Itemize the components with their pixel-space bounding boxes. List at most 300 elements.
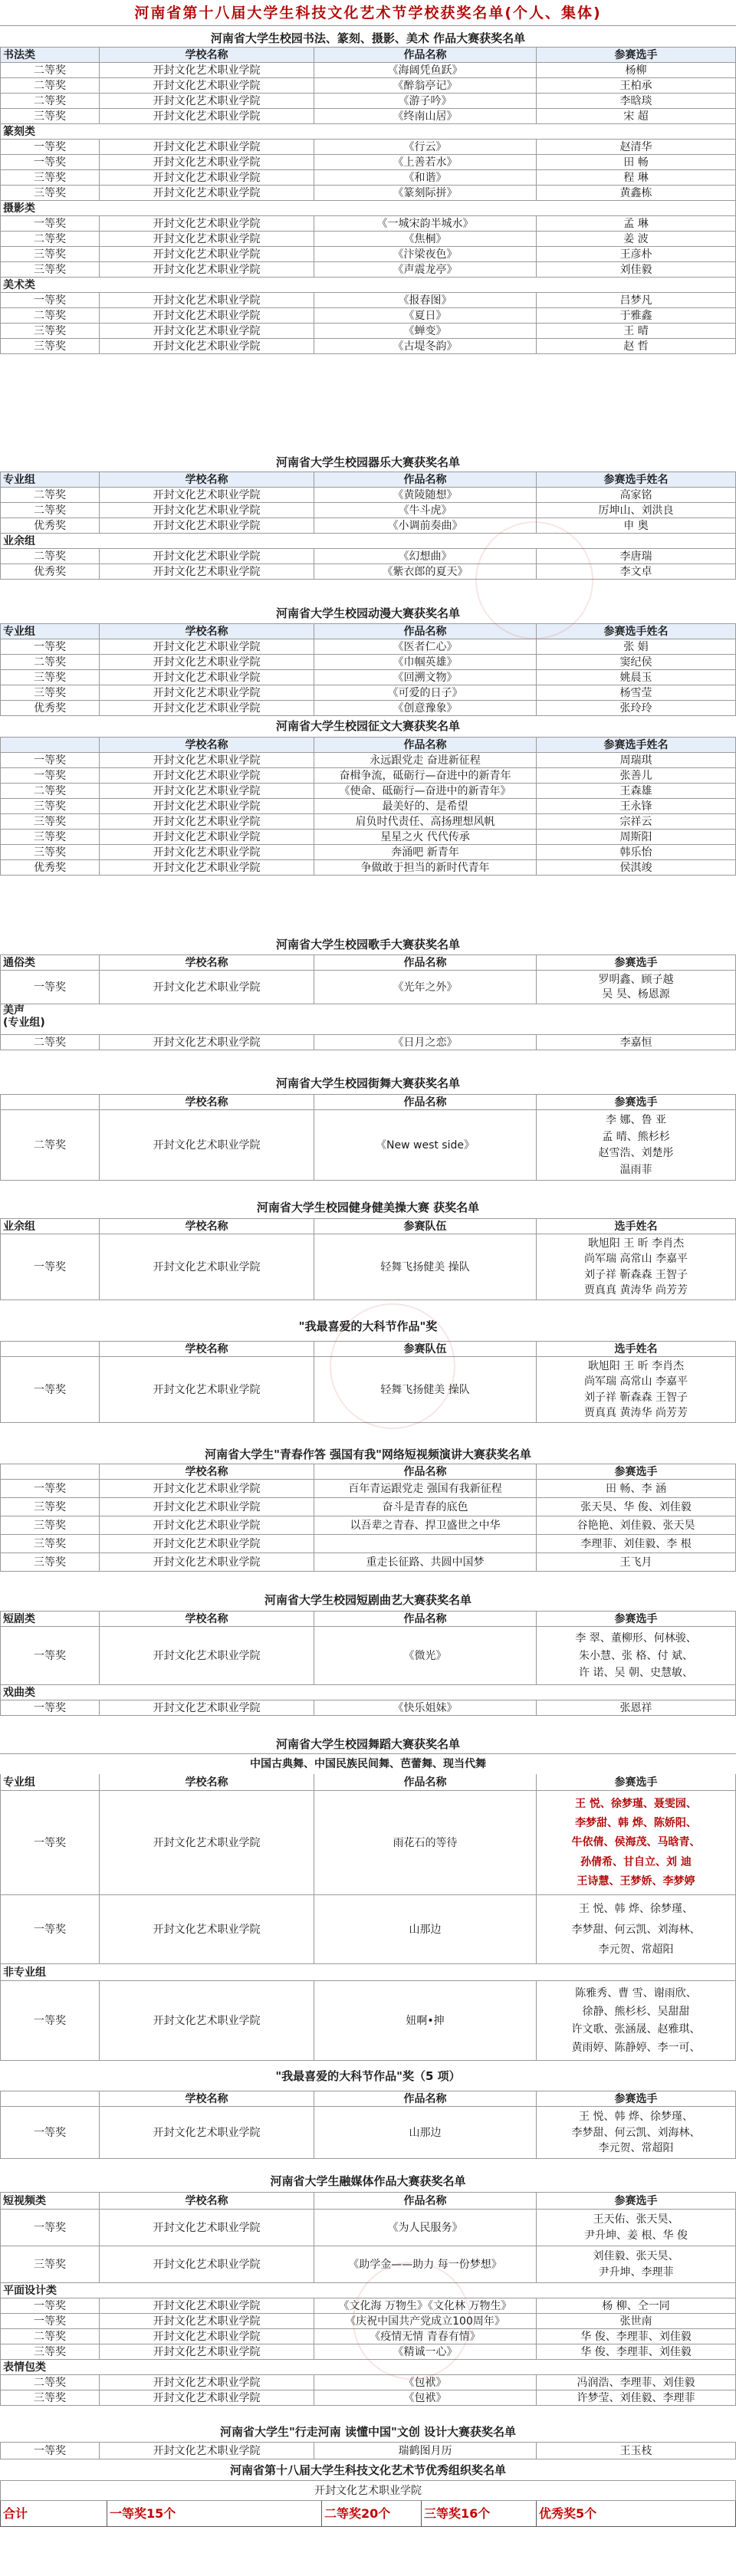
work-name: 《一城宋韵半城水》 <box>314 216 537 232</box>
school-name: 开封文化艺术职业学院 <box>100 232 314 247</box>
calligraphy-row <box>0 63 736 78</box>
award-col-header: 短剧类 <box>0 1612 100 1627</box>
participant-name: 黄鑫栋 <box>537 186 736 201</box>
work-name: 《助学金——助力 每一份梦想》 <box>314 2246 537 2283</box>
school-name: 开封文化艺术职业学院 <box>100 784 314 799</box>
short-video-row <box>0 2210 736 2246</box>
school-name: 开封文化艺术职业学院 <box>100 1627 314 1685</box>
school-name: 开封文化艺术职业学院 <box>100 155 314 170</box>
section-title-rule <box>0 25 736 26</box>
participant-name: 吕梦凡 <box>537 293 736 308</box>
school-name: 开封文化艺术职业学院 <box>100 518 314 534</box>
section-title-essay: 河南省大学生校园征文大赛获奖名单 <box>275 719 460 733</box>
award-col-header: 专业组 <box>0 1774 100 1791</box>
participant-name: 王玉枝 <box>537 2443 736 2459</box>
dance-amateur-label <box>0 1964 736 1981</box>
participant-name: 王飞月 <box>537 1553 736 1572</box>
singer-row <box>0 971 736 1004</box>
participant-names <box>537 1981 736 2061</box>
participant-names-line: 王天佑、张天昊、 <box>593 2213 679 2226</box>
participant-name: 许梦莹、刘佳毅、李理菲 <box>537 2390 736 2406</box>
work-name: 奔涌吧 新青年 <box>314 845 537 860</box>
quyi-row <box>0 1700 736 1716</box>
award-level: 二等奖 <box>0 308 100 324</box>
participant-names-line: 李梦甜、何云凯、刘海林、 <box>571 1923 701 1936</box>
video-row <box>0 1498 736 1516</box>
drama-row <box>0 1627 736 1685</box>
school-col-header: 学校名称 <box>100 1612 314 1627</box>
participant-name: 张天昊、华 俊、刘佳毅 <box>537 1498 736 1516</box>
school-col-header: 学校名称 <box>100 1095 314 1110</box>
school-name: 开封文化艺术职业学院 <box>100 685 314 701</box>
work-name: 奋楫争流，砥砺行—奋进中的新青年 <box>314 768 537 784</box>
school-name: 开封文化艺术职业学院 <box>100 799 314 814</box>
calligraphy-row <box>0 78 736 94</box>
main-title: 河南省第十八届大学生科技文化艺术节学校获奖名单(个人、集体) <box>134 5 602 21</box>
work-name: 《紫衣郎的夏天》 <box>314 564 537 580</box>
school-name: 开封文化艺术职业学院 <box>100 1110 314 1181</box>
work-name: 奋斗是青春的底色 <box>314 1498 537 1516</box>
school-name: 开封文化艺术职业学院 <box>100 549 314 564</box>
participant-name: 杨雪莹 <box>537 685 736 701</box>
dance-amateur-row <box>0 1981 736 2061</box>
art-row <box>0 324 736 339</box>
participant-name: 张 娟 <box>537 639 736 655</box>
award-level: 一等奖 <box>0 2443 100 2459</box>
anime-row <box>0 639 736 655</box>
dance-favorite-header-row <box>0 2091 736 2107</box>
participant-names-line: 陈雅秀、曹 雪、谢雨欣、 <box>575 1986 697 1999</box>
third-prize-total: 三等奖16个 <box>422 2501 537 2527</box>
participant-name: 张恩祥 <box>537 1700 736 1716</box>
graphic-design-label <box>0 2283 736 2298</box>
photo-row <box>0 216 736 232</box>
work-name: 《牛斗虎》 <box>314 503 537 518</box>
participant-names-line: 刘佳毅、张天昊、 <box>593 2250 679 2262</box>
participant-name: 田 畅 <box>537 155 736 170</box>
anime-header-row <box>0 624 736 639</box>
category-label: 平面设计类 <box>0 2283 736 2298</box>
work-name: 山那边 <box>314 1895 537 1964</box>
award-level: 一等奖 <box>0 140 100 155</box>
work-col-header: 作品名称 <box>314 1095 537 1110</box>
dance-pro-row-1 <box>0 1791 736 1895</box>
video-row <box>0 1535 736 1553</box>
award-level: 优秀奖 <box>0 701 100 716</box>
school-name: 开封文化艺术职业学院 <box>100 639 314 655</box>
school-col-header: 学校名称 <box>100 48 314 63</box>
participant-name: 刘佳毅 <box>537 262 736 278</box>
work-name: 《New west side》 <box>314 1110 537 1181</box>
award-level: 二等奖 <box>0 2329 100 2344</box>
honor-prize-total: 优秀奖5个 <box>537 2501 736 2527</box>
school-name: 开封文化艺术职业学院 <box>100 1791 314 1895</box>
participant-names-line: 李元贺、常超阳 <box>598 1943 674 1956</box>
award-level: 三等奖 <box>0 685 100 701</box>
participant-names-line: 王 悦、韩 烨、徐梦瑾、 <box>579 1903 693 1916</box>
award-level: 三等奖 <box>0 830 100 845</box>
participant-name: 赵 哲 <box>537 339 736 354</box>
award-level: 三等奖 <box>0 670 100 685</box>
participant-names-line: 王 悦、徐梦瑾、聂雯园、 <box>575 1798 697 1811</box>
instrument-header-row <box>0 472 736 488</box>
work-name: 雨花石的等待 <box>314 1791 537 1895</box>
person-col-header: 参赛选手 <box>537 1612 736 1627</box>
work-name: 《微光》 <box>314 1627 537 1685</box>
participant-name: 杨柳 <box>537 63 736 78</box>
participant-names-line: 李 翠、董柳形、何林骏、 <box>575 1631 697 1644</box>
school-name: 开封文化艺术职业学院 <box>100 63 314 78</box>
category-label: 非专业组 <box>0 1964 736 1981</box>
school-name: 开封文化艺术职业学院 <box>100 814 314 830</box>
bel-canto-line: (专业组) <box>3 1017 45 1029</box>
category-label: 业余组 <box>0 534 736 549</box>
graphic-design-row <box>0 2314 736 2329</box>
anime-row <box>0 685 736 701</box>
work-name: 山那边 <box>314 2107 537 2159</box>
school-col-header: 学校名称 <box>100 1219 314 1234</box>
school-col-header: 学校名称 <box>100 955 314 971</box>
instrument-row <box>0 503 736 518</box>
work-col-header: 作品名称 <box>314 738 537 753</box>
person-col-header: 参赛选手 <box>537 1774 736 1791</box>
participant-names-line: 温雨菲 <box>619 1163 652 1176</box>
video-row <box>0 1480 736 1498</box>
graphic-design-row <box>0 2344 736 2360</box>
participant-names-line: 贾真真 黄涛华 尚芳芳 <box>584 1283 688 1296</box>
participant-names-line: 孙倩希、甘自立、刘 迪 <box>580 1855 692 1868</box>
emoji-row <box>0 2390 736 2406</box>
award-level: 一等奖 <box>0 1480 100 1498</box>
quyi-label-row <box>0 1685 736 1700</box>
dance-subtitle: 中国古典舞、中国民族民间舞、芭蕾舞、现当代舞 <box>250 1758 486 1770</box>
instrument-row <box>0 518 736 534</box>
school-name: 开封文化艺术职业学院 <box>100 768 314 784</box>
award-level: 二等奖 <box>0 488 100 503</box>
favorite-header-row <box>0 1342 736 1357</box>
participant-names-line: 尹升坤、姜 根、华 俊 <box>584 2229 688 2242</box>
school-name: 开封文化艺术职业学院 <box>100 753 314 768</box>
work-name: 《快乐姐妹》 <box>314 1700 537 1716</box>
award-level: 一等奖 <box>0 768 100 784</box>
graphic-design-row <box>0 2329 736 2344</box>
participant-name: 宗祥云 <box>537 814 736 830</box>
instrument-amateur-row <box>0 564 736 580</box>
work-name: 《使命、砥砺行—奋进中的新青年》 <box>314 784 537 799</box>
favorite-award-title-aerobics: "我最喜爱的大科节作品"奖 <box>298 1319 438 1333</box>
award-col-header <box>0 1342 100 1357</box>
participant-name: 王永锋 <box>537 799 736 814</box>
work-name: 重走长征路、共圆中国梦 <box>314 1553 537 1572</box>
work-name: 《回溯文物》 <box>314 670 537 685</box>
work-name: 《巾帼英雄》 <box>314 655 537 670</box>
school-col-header: 学校名称 <box>100 2193 314 2210</box>
work-name: 《幻想曲》 <box>314 549 537 564</box>
emoji-label <box>0 2360 736 2375</box>
calligraphy-header-row <box>0 48 736 63</box>
school-name: 开封文化艺术职业学院 <box>100 109 314 124</box>
participant-names <box>537 971 736 1004</box>
category-label: 表情包类 <box>0 2360 736 2375</box>
school-name: 开封文化艺术职业学院 <box>100 2329 314 2344</box>
section-title-street-dance: 河南省大学生校园街舞大赛获奖名单 <box>275 1076 460 1090</box>
award-level: 三等奖 <box>0 2344 100 2360</box>
work-col-header: 作品名称 <box>314 48 537 63</box>
participant-name: 程 琳 <box>537 170 736 186</box>
participant-names-line: 贾真真 黄涛华 尚芳芳 <box>584 1406 688 1419</box>
award-level: 三等奖 <box>0 1553 100 1572</box>
work-col-header: 作品名称 <box>314 1612 537 1627</box>
participant-name: 张善儿 <box>537 768 736 784</box>
instrument-amateur-row <box>0 549 736 564</box>
award-level: 二等奖 <box>0 1110 100 1181</box>
participant-name: 田 畅、李 涵 <box>537 1480 736 1498</box>
participant-names-line: 李梦甜、何云凯、刘海林、 <box>571 2126 701 2139</box>
team-name: 轻舞飞扬健美 操队 <box>314 1234 537 1300</box>
school-name: 开封文化艺术职业学院 <box>100 324 314 339</box>
photo-row <box>0 247 736 262</box>
award-level: 三等奖 <box>0 186 100 201</box>
excellence-row <box>0 2481 736 2501</box>
seal-row <box>0 186 736 201</box>
essay-row <box>0 860 736 876</box>
participant-names-line: 李 娜、鲁 亚 <box>606 1114 666 1127</box>
award-level: 三等奖 <box>0 262 100 278</box>
participant-names-line: 李元贺、常超阳 <box>598 2142 674 2155</box>
participant-name: 申 奥 <box>537 518 736 534</box>
work-name: 《黄陵随想》 <box>314 488 537 503</box>
participant-names-line: 孟 晴、熊杉杉 <box>602 1130 670 1143</box>
school-col-header: 学校名称 <box>100 1464 314 1480</box>
participant-name: 李文卓 <box>537 564 736 580</box>
dance-pro-row-2 <box>0 1895 736 1964</box>
section-title-singer: 河南省大学生校园歌手大赛获奖名单 <box>275 938 460 951</box>
participant-name: 王 晴 <box>537 324 736 339</box>
participant-names-line: 牛依倩、侯海茂、马晗青、 <box>571 1836 701 1849</box>
participant-names-line: 许 诺、吴 朝、史慧敏、 <box>579 1667 693 1680</box>
work-name: 《小调前奏曲》 <box>314 518 537 534</box>
participant-names-line: 尚军瑞 高常山 李嘉平 <box>584 1375 688 1388</box>
work-name: 妞啊•抻 <box>314 1981 537 2061</box>
art-row <box>0 293 736 308</box>
award-level: 二等奖 <box>0 655 100 670</box>
bel-canto-row <box>0 1035 736 1050</box>
school-name: 开封文化艺术职业学院 <box>100 1357 314 1423</box>
team-name: 轻舞飞扬健美 操队 <box>314 1357 537 1423</box>
work-name: 《声震龙亭》 <box>314 262 537 278</box>
work-col-header: 作品名称 <box>314 2193 537 2210</box>
participant-names <box>537 1791 736 1895</box>
school-name: 开封文化艺术职业学院 <box>100 1981 314 2061</box>
school-name: 开封文化艺术职业学院 <box>100 2210 314 2246</box>
award-level: 一等奖 <box>0 753 100 768</box>
person-col-header: 参赛选手 <box>537 955 736 971</box>
participant-names-line: 徐静、熊杉杉、吴甜甜 <box>582 2005 690 2018</box>
school-name: 开封文化艺术职业学院 <box>100 140 314 155</box>
participant-name: 李晗琰 <box>537 94 736 109</box>
award-level: 一等奖 <box>0 2210 100 2246</box>
work-name: 《包袱》 <box>314 2390 537 2406</box>
art-row <box>0 308 736 324</box>
award-level: 三等奖 <box>0 170 100 186</box>
school-name: 开封文化艺术职业学院 <box>100 2246 314 2283</box>
award-level: 一等奖 <box>0 639 100 655</box>
participant-names-line: 黄雨婷、陈静婷、李一可、 <box>571 2042 701 2055</box>
school-name: 开封文化艺术职业学院 <box>100 293 314 308</box>
participant-name: 孟 琳 <box>537 216 736 232</box>
award-level: 三等奖 <box>0 109 100 124</box>
award-col-header <box>0 1464 100 1480</box>
person-col-header: 参赛选手姓名 <box>537 472 736 488</box>
participant-line: 罗明鑫、顾子越 <box>598 973 674 986</box>
totals-row <box>0 2501 736 2527</box>
person-col-header: 选手姓名 <box>537 1342 736 1357</box>
school-name: 开封文化艺术职业学院 <box>100 503 314 518</box>
essay-row <box>0 799 736 814</box>
participant-names-line: 王 悦、韩 烨、徐梦瑾、 <box>579 2110 693 2123</box>
school-name: 开封文化艺术职业学院 <box>100 308 314 324</box>
award-level: 一等奖 <box>0 2298 100 2314</box>
aerobics-header-row <box>0 1219 736 1234</box>
person-col-header: 参赛选手 <box>537 1464 736 1480</box>
school-col-header: 学校名称 <box>100 1342 314 1357</box>
school-name: 开封文化艺术职业学院 <box>100 186 314 201</box>
award-col-header: 短视频类 <box>0 2193 100 2210</box>
work-name: 《和谐》 <box>314 170 537 186</box>
participant-name: 韩乐怡 <box>537 845 736 860</box>
award-level: 一等奖 <box>0 216 100 232</box>
participant-names-line: 刘子祥 靳森森 王智子 <box>584 1268 688 1281</box>
participant-name: 于雅鑫 <box>537 308 736 324</box>
school-name: 开封文化艺术职业学院 <box>100 860 314 876</box>
award-level: 二等奖 <box>0 78 100 94</box>
street-dance-row <box>0 1110 736 1181</box>
participant-names-line: 尚军瑞 高常山 李嘉平 <box>584 1253 688 1266</box>
person-col-header: 参赛选手 <box>537 2091 736 2107</box>
work-name: 《醉翁亭记》 <box>314 78 537 94</box>
short-video-row <box>0 2246 736 2283</box>
work-name: 《文化海 万物生》《文化林 万物生》 <box>314 2298 537 2314</box>
award-level: 一等奖 <box>0 1627 100 1685</box>
work-name: 《行云》 <box>314 140 537 155</box>
photo-category-row <box>0 201 736 216</box>
dance-header-row <box>0 1774 736 1791</box>
award-col-header <box>0 2091 100 2107</box>
section-title-anime: 河南省大学生校园动漫大赛获奖名单 <box>275 606 460 620</box>
work-col-header: 作品名称 <box>314 2091 537 2107</box>
essay-row <box>0 830 736 845</box>
work-col-header: 作品名称 <box>314 624 537 639</box>
participant-name: 谷艳艳、刘佳毅、张天昊 <box>537 1516 736 1535</box>
award-col-header: 通俗类 <box>0 955 100 971</box>
photo-row <box>0 232 736 247</box>
school-name: 开封文化艺术职业学院 <box>100 971 314 1004</box>
bel-canto-line: 美声 <box>3 1004 25 1017</box>
school-name: 开封文化艺术职业学院 <box>100 845 314 860</box>
participant-name: 宋 超 <box>537 109 736 124</box>
seal-row <box>0 155 736 170</box>
participant-name: 周瑞琪 <box>537 753 736 768</box>
work-name: 《医者仁心》 <box>314 639 537 655</box>
school-name: 开封文化艺术职业学院 <box>100 2107 314 2159</box>
school-name: 开封文化艺术职业学院 <box>100 1895 314 1964</box>
section-title-instrument: 河南省大学生校园器乐大赛获奖名单 <box>275 455 460 469</box>
section-title-calligraphy: 河南省大学生校园书法、篆刻、摄影、美术 作品大赛获奖名单 <box>210 31 526 45</box>
seal-row <box>0 170 736 186</box>
essay-row <box>0 814 736 830</box>
school-name: 开封文化艺术职业学院 <box>100 94 314 109</box>
person-col-header: 参赛选手姓名 <box>537 624 736 639</box>
participant-names-line: 耿旭阳 王 昕 李肖杰 <box>587 1237 685 1250</box>
favorite-award-title-dance: "我最喜爱的大科节作品"奖（5 项） <box>275 2069 461 2083</box>
school-name: 开封文化艺术职业学院 <box>100 2443 314 2459</box>
participant-name: 杨 柳、仝一同 <box>537 2298 736 2314</box>
award-level: 优秀奖 <box>0 564 100 580</box>
bel-canto-label <box>0 1004 736 1035</box>
participant-name: 李理菲、刘佳毅、李 根 <box>537 1535 736 1553</box>
participant-name: 赵清华 <box>537 140 736 155</box>
award-level: 一等奖 <box>0 293 100 308</box>
work-col-header: 作品名称 <box>314 1774 537 1791</box>
participant-names <box>537 1110 736 1181</box>
school-name: 开封文化艺术职业学院 <box>100 1516 314 1535</box>
favorite-aerobics-row <box>0 1357 736 1423</box>
work-name: 《汴梁夜色》 <box>314 247 537 262</box>
participant-names <box>537 2107 736 2159</box>
award-level: 二等奖 <box>0 232 100 247</box>
instrument-row <box>0 488 736 503</box>
school-name: 开封文化艺术职业学院 <box>100 247 314 262</box>
school-name: 开封文化艺术职业学院 <box>100 488 314 503</box>
category-label: 戏曲类 <box>0 1685 736 1700</box>
work-name: 瑞鹤图月历 <box>314 2443 537 2459</box>
school-name: 开封文化艺术职业学院 <box>100 1700 314 1716</box>
calligraphy-row <box>0 109 736 124</box>
work-name: 《报春图》 <box>314 293 537 308</box>
participant-name: 姚晨玉 <box>537 670 736 685</box>
school-name: 开封文化艺术职业学院 <box>100 830 314 845</box>
participant-name: 高家铭 <box>537 488 736 503</box>
media-header-row <box>0 2193 736 2210</box>
work-name: 《游子吟》 <box>314 94 537 109</box>
participant-name: 张世南 <box>537 2314 736 2329</box>
participant-name: 王柏承 <box>537 78 736 94</box>
work-col-header: 作品名称 <box>314 1464 537 1480</box>
school-name: 开封文化艺术职业学院 <box>100 78 314 94</box>
participant-names <box>537 1627 736 1685</box>
participant-name: 华 俊、李理菲、刘佳毅 <box>537 2329 736 2344</box>
person-col-header: 选手姓名 <box>537 1219 736 1234</box>
participant-name: 窦纪侯 <box>537 655 736 670</box>
emoji-row <box>0 2375 736 2390</box>
participant-names-line: 许文歌、张涵晟、赵雅琪、 <box>571 2023 701 2036</box>
school-name: 开封文化艺术职业学院 <box>100 564 314 580</box>
essay-row <box>0 845 736 860</box>
essay-row <box>0 753 736 768</box>
participant-name: 李嘉恒 <box>537 1035 736 1050</box>
person-col-header: 参赛选手 <box>537 1095 736 1110</box>
work-name: 《疫情无情 青春有情》 <box>314 2329 537 2344</box>
award-level: 三等奖 <box>0 799 100 814</box>
work-name: 《创意豫象》 <box>314 701 537 716</box>
section-title-video-speech: 河南省大学生"青春作答 强国有我"网络短视频演讲大赛获奖名单 <box>205 1447 531 1461</box>
section-title-media: 河南省大学生融媒体作品大赛获奖名单 <box>270 2174 466 2188</box>
participant-names <box>537 2210 736 2246</box>
person-col-header: 参赛选手姓名 <box>537 738 736 753</box>
work-name: 《海阔凭鱼跃》 <box>314 63 537 78</box>
award-level: 二等奖 <box>0 549 100 564</box>
award-level: 一等奖 <box>0 971 100 1004</box>
